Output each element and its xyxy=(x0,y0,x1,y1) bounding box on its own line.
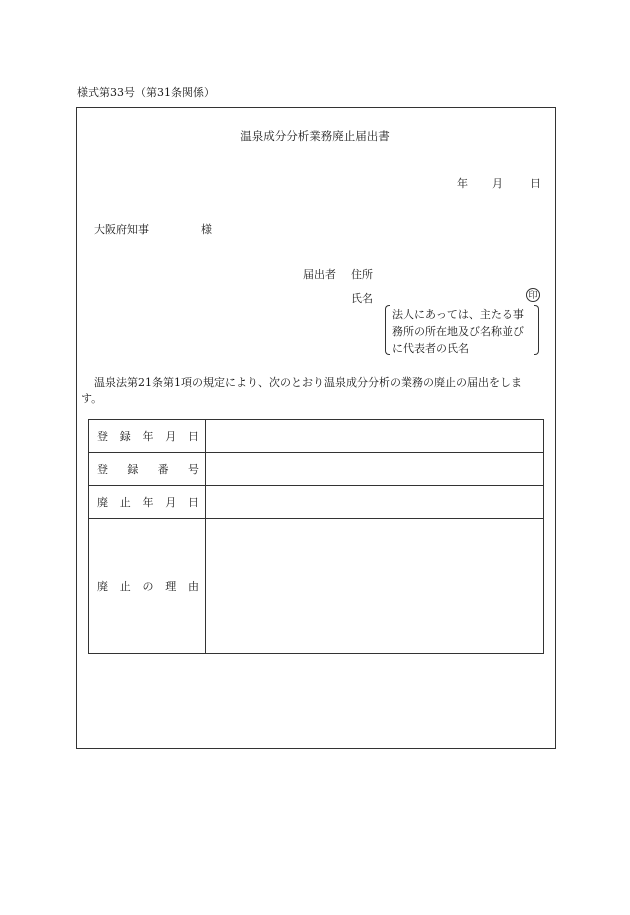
row-label-abolition-reason: 廃止の理由 xyxy=(89,519,206,654)
date-month-label: 月 xyxy=(492,177,503,190)
registration-number-field[interactable] xyxy=(206,453,544,486)
registration-date-field[interactable] xyxy=(206,420,544,453)
left-bracket xyxy=(385,305,390,355)
date-year-label: 年 xyxy=(457,177,468,190)
table-row xyxy=(89,453,544,486)
table-row xyxy=(89,486,544,519)
abolition-reason-field[interactable] xyxy=(206,519,544,654)
row-label-abolition-date: 廃止年月日 xyxy=(89,486,206,519)
form-number-label: 様式第33号（第31条関係） xyxy=(77,86,215,99)
row-label-registration-date: 登録年月日 xyxy=(89,420,206,453)
right-bracket xyxy=(534,305,539,355)
addressee: 大阪府知事 xyxy=(94,223,149,236)
info-table xyxy=(88,419,544,654)
address-label: 住所 xyxy=(351,268,373,281)
honorific: 様 xyxy=(201,223,212,236)
seal-mark: 印 xyxy=(526,288,540,302)
date-day-label: 日 xyxy=(530,177,541,190)
row-label-registration-number: 登録番号 xyxy=(89,453,206,486)
abolition-date-field[interactable] xyxy=(206,486,544,519)
table-row xyxy=(89,420,544,453)
corporate-note xyxy=(385,305,539,357)
body-text-line: 温泉法第21条第1項の規定により、次のとおり温泉成分分析の業務の廃止の届出をしま xyxy=(94,376,522,389)
table-row xyxy=(89,519,544,654)
corporate-note-line: に代表者の氏名 xyxy=(392,342,469,355)
corporate-note-line: 務所の所在地及び名称並び xyxy=(392,325,524,338)
document-title: 温泉成分分析業務廃止届出書 xyxy=(240,129,390,143)
corporate-note-line: 法人にあっては、主たる事 xyxy=(392,308,524,321)
body-text-line: す。 xyxy=(81,392,103,405)
notifier-label: 届出者 xyxy=(303,268,336,281)
name-label: 氏名 xyxy=(351,292,373,305)
